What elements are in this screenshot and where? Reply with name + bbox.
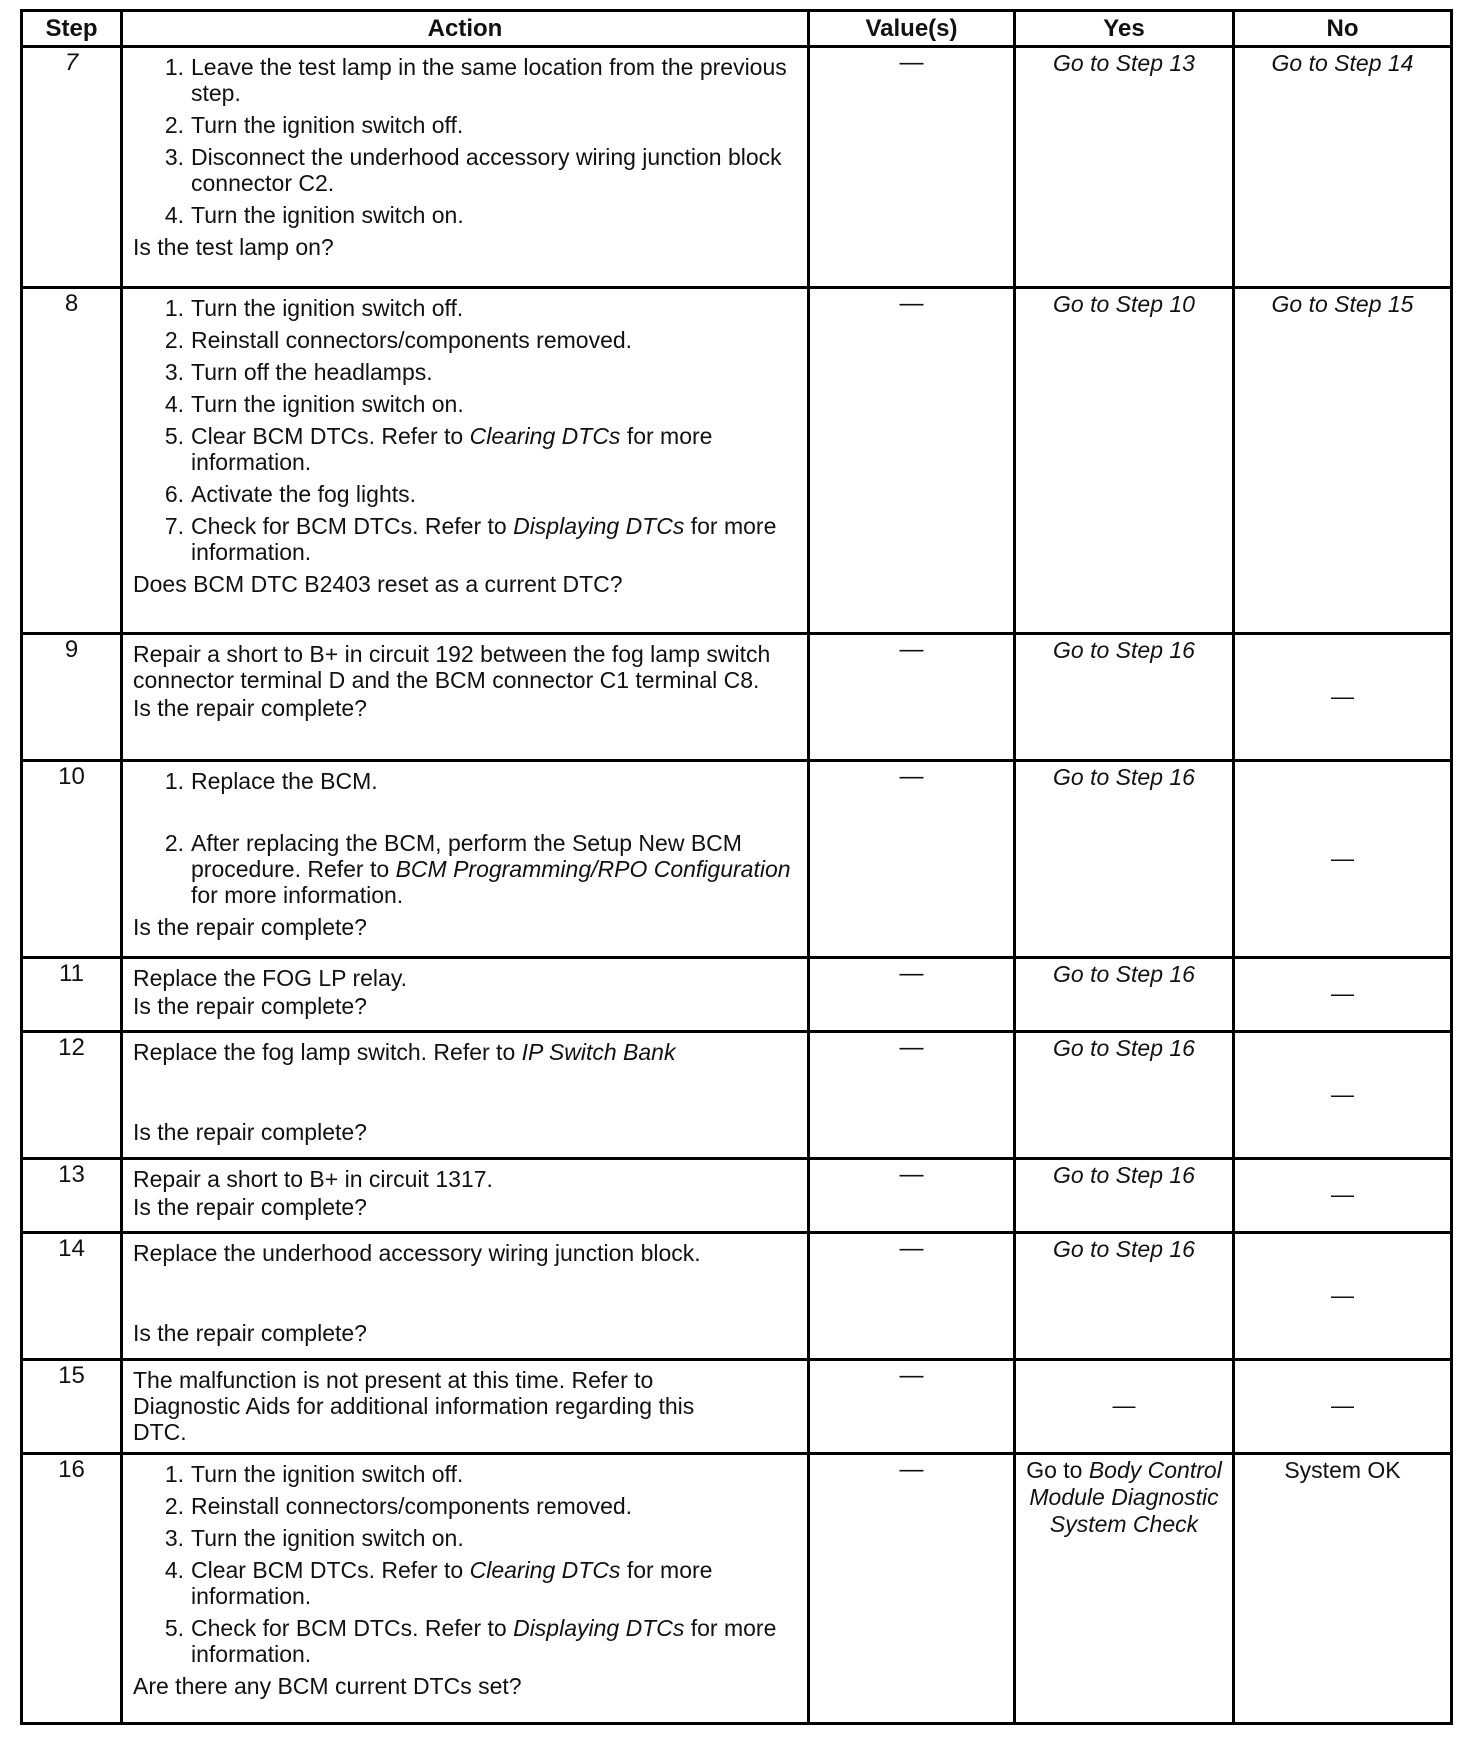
no-cell: Go to Step 15 xyxy=(1234,288,1452,634)
header-values: Value(s) xyxy=(809,11,1015,47)
value-cell: — xyxy=(809,1360,1015,1454)
table-row xyxy=(22,958,1452,1032)
value-cell: — xyxy=(809,288,1015,634)
value-cell: — xyxy=(809,1233,1015,1360)
action-cell xyxy=(122,1233,809,1360)
list-item: 3. Disconnect the underhood accessory wiring junction block connector C2. xyxy=(164,144,782,196)
value-cell: — xyxy=(809,1032,1015,1159)
diagnostic-table xyxy=(20,9,1453,1725)
reference-link: BCM Programming/RPO Configuration xyxy=(395,856,791,882)
action-text: Replace the FOG LP relay. xyxy=(133,965,408,991)
no-cell: — xyxy=(1234,761,1452,958)
step-number: 14 xyxy=(22,1233,122,1360)
question-text: Does BCM DTC B2403 reset as a current DTC? xyxy=(133,571,623,597)
question-text: Is the repair complete? xyxy=(133,914,367,940)
table-row xyxy=(22,288,1452,634)
table-row xyxy=(22,1360,1452,1454)
yes-cell: Go to Step 16 xyxy=(1015,634,1234,761)
action-text: Replace the fog lamp switch. Refer to IP Switch Bank xyxy=(133,1039,676,1065)
question-text: Is the repair complete? xyxy=(133,993,367,1019)
action-cell xyxy=(122,47,809,288)
step-number: 10 xyxy=(22,761,122,958)
action-list xyxy=(133,295,797,565)
question-text: Is the repair complete? xyxy=(133,1194,367,1220)
diagnostic-table-page xyxy=(20,9,1450,1725)
list-item: 1. Replace the BCM. xyxy=(164,768,378,794)
list-item: 7. Check for BCM DTCs. Refer to Displaying DTCs for more information. xyxy=(164,513,777,565)
action-text: Repair a short to B+ in circuit 1317. xyxy=(133,1166,493,1192)
action-list xyxy=(133,54,797,228)
reference-link: Clearing DTCs xyxy=(469,423,621,449)
header-no: No xyxy=(1234,11,1452,47)
table-row xyxy=(22,761,1452,958)
step-number: 9 xyxy=(22,634,122,761)
list-item: 2. Reinstall connectors/components removed. xyxy=(164,327,633,353)
list-item: 6. Activate the fog lights. xyxy=(164,481,417,507)
list-item: 2. Turn the ignition switch off. xyxy=(164,112,464,138)
reference-link: Displaying DTCs xyxy=(513,1615,685,1641)
list-item: 5. Check for BCM DTCs. Refer to Displaying DTCs for more information. xyxy=(164,1615,777,1667)
action-cell xyxy=(122,1454,809,1724)
table-row xyxy=(22,1032,1452,1159)
yes-cell: Go to Step 13 xyxy=(1015,47,1234,288)
header-yes: Yes xyxy=(1015,11,1234,47)
no-cell: System OK xyxy=(1234,1454,1452,1724)
value-cell: — xyxy=(809,958,1015,1032)
yes-cell: Go to Step 16 xyxy=(1015,958,1234,1032)
list-item: 4. Clear BCM DTCs. Refer to Clearing DTCs for more information. xyxy=(164,1557,713,1609)
action-cell xyxy=(122,1360,809,1454)
reference-link: Body Control Module Diagnostic System Check xyxy=(1029,1457,1222,1537)
list-item: 4. Turn the ignition switch on. xyxy=(164,202,464,228)
reference-link: IP Switch Bank xyxy=(521,1039,676,1065)
action-text: Replace the underhood accessory wiring junction block. xyxy=(133,1240,701,1266)
no-cell: — xyxy=(1234,1233,1452,1360)
yes-cell: Go to Step 16 xyxy=(1015,761,1234,958)
list-item: 3. Turn the ignition switch on. xyxy=(164,1525,464,1551)
action-cell xyxy=(122,958,809,1032)
list-item: 1. Turn the ignition switch off. xyxy=(164,1461,464,1487)
header-action: Action xyxy=(122,11,809,47)
list-item: 2. Reinstall connectors/components removed. xyxy=(164,1493,633,1519)
yes-cell: — xyxy=(1015,1360,1234,1454)
table-row xyxy=(22,47,1452,288)
table-row xyxy=(22,1159,1452,1233)
value-cell: — xyxy=(809,634,1015,761)
list-item: 1. Leave the test lamp in the same location from the previous step. xyxy=(164,54,787,106)
list-item: 3. Turn off the headlamps. xyxy=(164,359,433,385)
action-cell xyxy=(122,288,809,634)
yes-cell: Go to Body Control Module Diagnostic System Check xyxy=(1015,1454,1234,1724)
step-number: 11 xyxy=(22,958,122,1032)
action-list xyxy=(133,768,797,908)
header-step: Step xyxy=(22,11,122,47)
question-text: Is the repair complete? xyxy=(133,1119,367,1145)
list-item: 1. Turn the ignition switch off. xyxy=(164,295,464,321)
no-cell: — xyxy=(1234,1159,1452,1233)
action-cell xyxy=(122,761,809,958)
yes-cell: Go to Step 16 xyxy=(1015,1032,1234,1159)
header-row xyxy=(22,11,1452,47)
action-text: Repair a short to B+ in circuit 192 between the fog lamp switch connector terminal D and the BCM connector C1 terminal C8. xyxy=(133,641,771,693)
list-item: 2. After replacing the BCM, perform the Setup New BCM procedure. Refer to BCM Programming/RPO Configuration for more information. xyxy=(164,830,791,908)
step-number: 16 xyxy=(22,1454,122,1724)
no-cell: — xyxy=(1234,1360,1452,1454)
step-number: 8 xyxy=(22,288,122,634)
step-number: 12 xyxy=(22,1032,122,1159)
table-row xyxy=(22,634,1452,761)
question-text: Is the repair complete? xyxy=(133,1320,367,1346)
step-number: 13 xyxy=(22,1159,122,1233)
question-text: Is the repair complete? xyxy=(133,695,367,721)
no-cell: Go to Step 14 xyxy=(1234,47,1452,288)
question-text: Is the test lamp on? xyxy=(133,234,334,260)
list-item: 5. Clear BCM DTCs. Refer to Clearing DTCs for more information. xyxy=(164,423,713,475)
value-cell: — xyxy=(809,1159,1015,1233)
step-number: 7 xyxy=(22,47,122,288)
value-cell: — xyxy=(809,47,1015,288)
action-list xyxy=(133,1461,797,1667)
yes-cell: Go to Step 10 xyxy=(1015,288,1234,634)
table-row xyxy=(22,1454,1452,1724)
yes-cell: Go to Step 16 xyxy=(1015,1233,1234,1360)
reference-link: Clearing DTCs xyxy=(469,1557,621,1583)
value-cell: — xyxy=(809,1454,1015,1724)
no-cell: — xyxy=(1234,958,1452,1032)
no-cell: — xyxy=(1234,634,1452,761)
list-item: 4. Turn the ignition switch on. xyxy=(164,391,464,417)
step-number: 15 xyxy=(22,1360,122,1454)
action-cell xyxy=(122,634,809,761)
action-text: The malfunction is not present at this time. Refer to Diagnostic Aids for additional information regarding this DTC. xyxy=(133,1367,695,1445)
no-cell: — xyxy=(1234,1032,1452,1159)
value-cell: — xyxy=(809,761,1015,958)
question-text: Are there any BCM current DTCs set? xyxy=(133,1673,522,1699)
table-row xyxy=(22,1233,1452,1360)
action-cell xyxy=(122,1032,809,1159)
action-cell xyxy=(122,1159,809,1233)
yes-cell: Go to Step 16 xyxy=(1015,1159,1234,1233)
reference-link: Displaying DTCs xyxy=(513,513,685,539)
